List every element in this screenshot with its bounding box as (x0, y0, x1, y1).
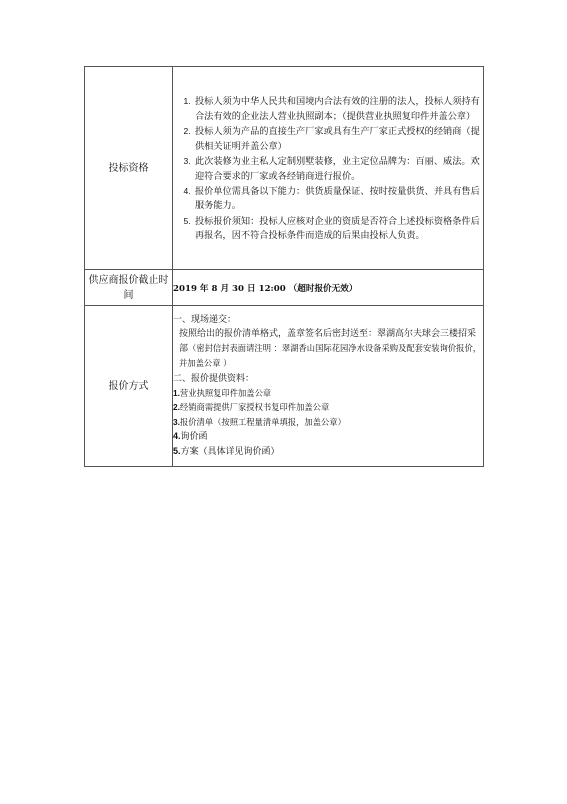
material-text: 方案（具体详见询价函） (180, 447, 280, 458)
material-text: 报价清单（按照工程量清单填报，加盖公章） (179, 416, 346, 427)
material-item (173, 400, 483, 414)
method-row (85, 306, 484, 467)
deadline-label: 供应商报价截止时间 (85, 270, 173, 306)
qualification-list (173, 94, 483, 243)
material-item (173, 444, 483, 459)
material-number: 3. (173, 416, 180, 427)
qualification-item: 4. 报价单位需具备以下能力：供货质量保证、按时按量供货、并具有售后服务能力。 (193, 184, 483, 214)
material-number: 1. (173, 388, 180, 398)
method-section1-body (173, 327, 483, 372)
qualification-item: 1. 投标人须为中华人民共和国境内合法有效的注册的法人，投标人须持有合法有效的企业法人营业执照副本；（提供营业执照复印件并盖公章） (193, 94, 483, 124)
material-text: 询价函 (180, 431, 208, 442)
qualification-content (173, 67, 484, 270)
material-item (173, 386, 483, 400)
method-section1-address: 按照给出的报价清单格式，盖章签名后密封送至：翠湖高尔夫球会三楼招采部 (179, 328, 477, 355)
material-number: 5. (173, 446, 181, 457)
deadline-value: 2019 年 8 月 30 日 12:00 （超时报价无效） (173, 270, 484, 306)
method-label: 报价方式 (85, 306, 173, 467)
material-number: 4. (173, 430, 181, 441)
method-section1-note: （密封信封表面请注明 ：翠湖香山国际花园净水设备采购及配套安装询价报价，并加盖公章 ） (179, 343, 482, 369)
method-section2-title: 二、报价提供资料： (173, 373, 255, 384)
qualification-label: 投标资格 (85, 67, 173, 270)
qualification-item: 3. 此次装修为业主私人定制别墅装修，业主定位品牌为：百丽、威法。欢迎符合要求的厂家或各经销商进行报价。 (193, 154, 483, 184)
tender-info-table (84, 66, 484, 467)
material-item (173, 429, 483, 444)
deadline-row (85, 270, 484, 306)
method-content (173, 306, 484, 467)
material-number: 2. (173, 402, 180, 413)
qualification-item: 2. 投标人须为产品的直接生产厂家或具有生产厂家正式授权的经销商（提供相关证明并盖公章） (193, 124, 483, 154)
qualification-row (85, 67, 484, 270)
material-text: 经销商需提供厂家授权书复印件加盖公章 (179, 402, 330, 413)
method-section1-title: 一、现场递交： (173, 314, 237, 325)
qualification-item: 5. 投标报价须知：投标人应核对企业的资质是否符合上述投标资格条件后再报名，因不符合投标条件而造成的后果由投标人负责。 (193, 214, 483, 244)
material-item (173, 415, 483, 429)
material-text: 营业执照复印件加盖公章 (179, 388, 272, 398)
